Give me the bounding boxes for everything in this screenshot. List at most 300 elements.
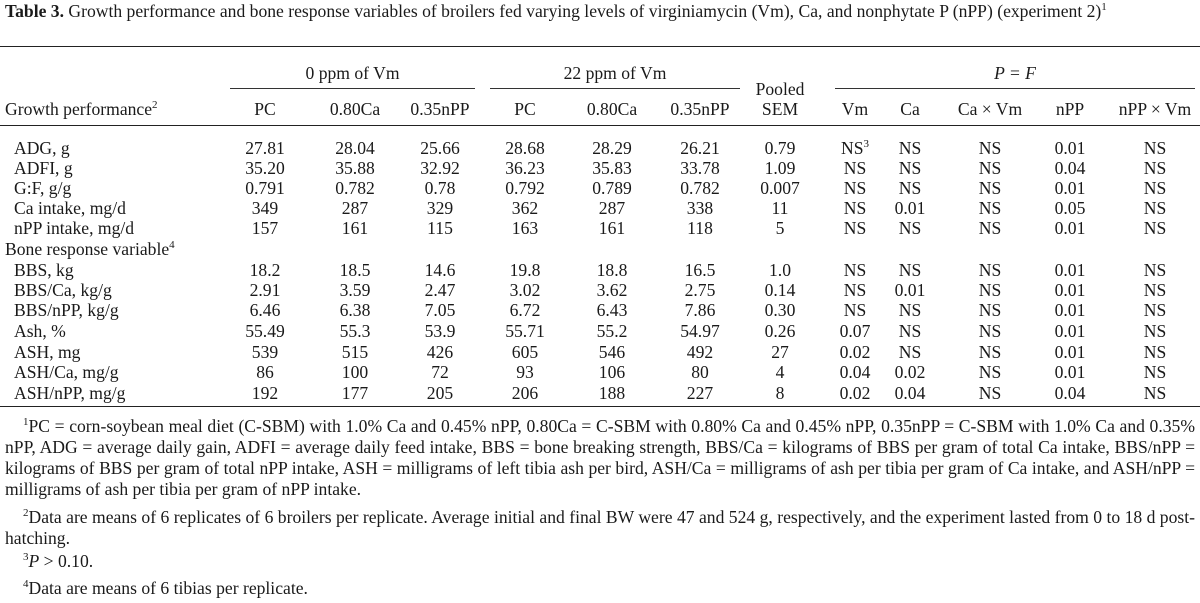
table-cell (660, 158, 740, 178)
table-cell (572, 138, 652, 158)
cell-value: 349 (251, 198, 279, 218)
table-cell (485, 362, 565, 382)
table-cell (870, 260, 950, 280)
first-column-header-text: Growth performance (5, 99, 153, 119)
cell-value: 55.2 (596, 321, 628, 341)
column-header-ca-x-vm: Ca × Vm (957, 99, 1023, 119)
first-column-header-sup: 2 (152, 99, 158, 112)
cell-value: 0.01 (1054, 362, 1086, 382)
cell-value: 0.782 (680, 178, 720, 198)
table-cell (740, 342, 820, 362)
table-cell (1115, 198, 1195, 218)
cell-value: 205 (426, 383, 454, 403)
row-label: BBS/nPP, kg/g (14, 300, 119, 320)
group-header-22ppm: 22 ppm of Vm (563, 63, 667, 83)
cell-value: NS (898, 178, 922, 198)
cell-value: 6.38 (339, 300, 371, 320)
first-column-header (5, 99, 158, 119)
row-label: BBS/Ca, kg/g (14, 280, 112, 300)
table-cell (400, 362, 480, 382)
footnote-4 (5, 578, 1195, 599)
cell-value: 492 (686, 342, 714, 362)
cell-value: NS (978, 198, 1002, 218)
cell-value: 0.01 (894, 198, 926, 218)
table-cell (572, 218, 652, 238)
table-cell (1030, 178, 1110, 198)
table-cell (315, 178, 395, 198)
row-label: BBS, kg (14, 260, 74, 280)
footnote-3-p: P (28, 551, 40, 571)
table-cell (740, 178, 820, 198)
table-cell (1115, 342, 1195, 362)
table-cell (225, 138, 305, 158)
table-cell (485, 178, 565, 198)
row-label: G:F, g/g (14, 178, 72, 198)
table-cell (870, 342, 950, 362)
column-header-vm: Vm (841, 99, 869, 119)
table-cell (315, 342, 395, 362)
table-cell (225, 178, 305, 198)
footnote-2-text: Data are means of 6 replicates of 6 broilers per replicate. Average initial and final BW were 47 and 524 g, respectively, and the experiment lasted from 0 to 18 d post-hatching. (5, 507, 1195, 548)
cell-value: NS (841, 138, 864, 158)
table-cell (870, 218, 950, 238)
table-cell (572, 362, 652, 382)
table-cell (1030, 198, 1110, 218)
table-cell (225, 362, 305, 382)
cell-value: 54.97 (680, 321, 720, 341)
table-cell (1030, 362, 1110, 382)
cell-value: 14.6 (424, 260, 456, 280)
table-cell (1030, 300, 1110, 320)
cell-value: 26.21 (680, 138, 720, 158)
cell-value: 0.02 (839, 383, 871, 403)
cell-value: 118 (687, 218, 713, 238)
cell-value: NS (898, 158, 922, 178)
cell-value: NS (843, 158, 867, 178)
table-cell (400, 158, 480, 178)
table-label: Table 3. (5, 1, 64, 21)
table-cell (485, 218, 565, 238)
pf-underline (835, 88, 1195, 89)
cell-value: 3.62 (596, 280, 628, 300)
cell-value: NS (1143, 321, 1167, 341)
table-cell (572, 178, 652, 198)
cell-value: 192 (251, 383, 279, 403)
row-label: ADG, g (14, 138, 70, 158)
table-cell (870, 280, 950, 300)
table-cell (1115, 383, 1195, 403)
row-label: ASH/nPP, mg/g (14, 383, 126, 403)
cell-value: 86 (256, 362, 274, 382)
cell-value: 329 (426, 198, 454, 218)
cell-value: 206 (511, 383, 539, 403)
table-cell (225, 321, 305, 341)
cell-value: 0.04 (1054, 158, 1086, 178)
cell-value: NS (978, 138, 1002, 158)
table-cell (660, 280, 740, 300)
column-header-080ca-22ppm: 0.80Ca (586, 99, 638, 119)
table-cell (660, 383, 740, 403)
footnote-3 (5, 551, 1195, 572)
table-cell (485, 321, 565, 341)
table-cell (660, 300, 740, 320)
cell-value: 287 (598, 198, 626, 218)
table-cell (740, 300, 820, 320)
cell-value: 0.14 (764, 280, 796, 300)
table-cell (950, 362, 1030, 382)
cell-value: NS (978, 260, 1002, 280)
group-underline-0ppm (230, 88, 475, 89)
footnote-1 (5, 416, 1195, 500)
cell-value: 287 (341, 198, 369, 218)
cell-value: 0.01 (1054, 342, 1086, 362)
cell-value: NS (978, 280, 1002, 300)
cell-value: NS (1143, 342, 1167, 362)
row-label: Ca intake, mg/d (14, 198, 126, 218)
cell-value: NS (843, 280, 867, 300)
table-cell (1115, 218, 1195, 238)
cell-value: 55.3 (339, 321, 371, 341)
cell-value: 0.02 (894, 362, 926, 382)
table-cell (485, 383, 565, 403)
footnote-1-mark: 1 (23, 416, 29, 429)
footnote-2 (5, 507, 1195, 549)
cell-value: 80 (691, 362, 709, 382)
cell-value: NS (978, 158, 1002, 178)
caption-footnote-mark: 1 (1101, 1, 1107, 14)
cell-value: 177 (341, 383, 369, 403)
table-cell (950, 198, 1030, 218)
table-cell (660, 218, 740, 238)
column-header-npp-x-vm: nPP × Vm (1118, 99, 1192, 119)
cell-value: NS (843, 300, 867, 320)
table-title: Growth performance and bone response variables of broilers fed varying levels of virginiamycin (Vm), Ca, and nonphytate P (nPP) (experiment 2) (68, 1, 1102, 21)
cell-value: 0.01 (894, 280, 926, 300)
table-cell (315, 280, 395, 300)
table-cell (400, 342, 480, 362)
table-cell (572, 280, 652, 300)
cell-value: 157 (251, 218, 279, 238)
table-cell (950, 158, 1030, 178)
cell-value: NS (898, 260, 922, 280)
table-cell (870, 300, 950, 320)
table-cell (315, 321, 395, 341)
table-cell (1030, 158, 1110, 178)
row-label: ASH, mg (14, 342, 81, 362)
cell-value: 0.26 (764, 321, 796, 341)
table-cell (315, 138, 395, 158)
table-cell (1030, 280, 1110, 300)
cell-value: NS (978, 178, 1002, 198)
table-cell (1030, 383, 1110, 403)
cell-value: 6.43 (596, 300, 628, 320)
table-cell (1115, 138, 1195, 158)
cell-value: NS (843, 198, 867, 218)
cell-value: 19.8 (509, 260, 541, 280)
table-cell (870, 383, 950, 403)
cell-value: 163 (511, 218, 539, 238)
table-cell (485, 300, 565, 320)
cell-value: NS (1143, 178, 1167, 198)
table-cell (950, 383, 1030, 403)
table-cell (950, 218, 1030, 238)
table-cell (400, 321, 480, 341)
cell-value: 188 (598, 383, 626, 403)
table-cell (660, 321, 740, 341)
top-rule (0, 46, 1200, 47)
column-header-080ca-0ppm: 0.80Ca (329, 99, 381, 119)
footnote-4-text: Data are means of 6 tibias per replicate. (28, 578, 308, 598)
cell-value: NS (978, 342, 1002, 362)
table-cell (485, 260, 565, 280)
table-cell (1115, 362, 1195, 382)
cell-value: NS (978, 218, 1002, 238)
row-label: ADFI, g (14, 158, 73, 178)
table-cell (950, 178, 1030, 198)
pooled-header-line1: Pooled (755, 79, 805, 99)
cell-value: 18.2 (249, 260, 281, 280)
pf-header: P = F (994, 63, 1036, 83)
cell-value: NS (1143, 260, 1167, 280)
cell-value: NS (1143, 383, 1167, 403)
cell-value: 0.01 (1054, 218, 1086, 238)
table-cell (225, 342, 305, 362)
footnote-3-mark: 3 (23, 551, 29, 564)
cell-value: 0.791 (245, 178, 285, 198)
table-cell (1115, 260, 1195, 280)
cell-value: NS (898, 300, 922, 320)
cell-value: 0.01 (1054, 178, 1086, 198)
cell-value: NS (978, 383, 1002, 403)
cell-value: NS (843, 218, 867, 238)
column-header-npp: nPP (1055, 99, 1085, 119)
table-cell (950, 321, 1030, 341)
table-cell (400, 138, 480, 158)
table-cell (1115, 321, 1195, 341)
table-cell (572, 300, 652, 320)
cell-value: 7.05 (424, 300, 456, 320)
section-bone-label: Bone response variable (5, 239, 170, 259)
footnote-2-mark: 2 (23, 507, 29, 520)
cell-value: 0.05 (1054, 198, 1086, 218)
cell-value: 338 (686, 198, 714, 218)
cell-value: 605 (511, 342, 539, 362)
cell-value: 115 (427, 218, 453, 238)
table-cell (740, 321, 820, 341)
cell-value: 36.23 (505, 158, 545, 178)
table-cell (400, 198, 480, 218)
cell-value: 55.71 (505, 321, 545, 341)
table-cell (400, 280, 480, 300)
cell-value: 106 (598, 362, 626, 382)
cell-value: 28.68 (505, 138, 545, 158)
table-cell (572, 260, 652, 280)
cell-value: 0.04 (1054, 383, 1086, 403)
cell-value: NS (898, 342, 922, 362)
cell-value: 161 (341, 218, 369, 238)
table-cell (225, 383, 305, 403)
table-cell (870, 321, 950, 341)
cell-value: 546 (598, 342, 626, 362)
table-cell (225, 198, 305, 218)
footnote-1-text: PC = corn-soybean meal diet (C-SBM) with 1.0% Ca and 0.45% nPP, 0.80Ca = C-SBM with 0.80% Ca and 0.45% nPP, 0.35nPP = C-SBM with 1.0% Ca and 0.35% nPP, ADG = average daily gain, ADFI = average daily feed intake, BBS = bone breaking strength, BBS/Ca = kilograms of BBS per gram of total Ca intake, BBS/nPP = kilograms of BBS per gram of total nPP intake, ASH = milligrams of left tibia ash per bird, ASH/Ca = milligrams of ash per tibia per gram of Ca intake, and ASH/nPP = milligrams of ash per tibia per gram of nPP intake. (5, 416, 1195, 499)
table-cell (485, 198, 565, 218)
cell-value: 35.20 (245, 158, 285, 178)
table-cell (950, 280, 1030, 300)
table-cell (315, 158, 395, 178)
section-bone-header (5, 239, 175, 259)
table-cell (1115, 158, 1195, 178)
table-cell (400, 260, 480, 280)
cell-value: 6.46 (249, 300, 281, 320)
cell-value: 3.59 (339, 280, 371, 300)
table-cell (660, 342, 740, 362)
cell-value: 0.78 (424, 178, 456, 198)
cell-value: 16.5 (684, 260, 716, 280)
cell-value: 18.5 (339, 260, 371, 280)
cell-value: 27.81 (245, 138, 285, 158)
cell-value: 4 (775, 362, 785, 382)
cell-value: 28.29 (592, 138, 632, 158)
cell-value: 0.02 (839, 342, 871, 362)
cell-value: 8 (775, 383, 785, 403)
cell-value: 28.04 (335, 138, 375, 158)
bottom-rule (0, 406, 1200, 407)
cell-value: 93 (516, 362, 534, 382)
table-cell (572, 158, 652, 178)
table-cell (315, 198, 395, 218)
table-cell (572, 383, 652, 403)
cell-value: 0.01 (1054, 321, 1086, 341)
cell-value: 515 (341, 342, 369, 362)
table-cell (572, 198, 652, 218)
cell-value: 2.91 (249, 280, 281, 300)
table-cell (572, 342, 652, 362)
cell-value: 539 (251, 342, 279, 362)
table-cell (740, 198, 820, 218)
table-cell (1115, 280, 1195, 300)
cell-value: 25.66 (420, 138, 460, 158)
cell-footnote-mark: 3 (863, 138, 869, 151)
row-label: Ash, % (14, 321, 66, 341)
table-cell (870, 178, 950, 198)
cell-value: 1.0 (769, 260, 791, 280)
table-cell (740, 383, 820, 403)
table-cell (1030, 342, 1110, 362)
table-cell (485, 280, 565, 300)
cell-value: 0.007 (760, 178, 800, 198)
cell-value: NS (898, 321, 922, 341)
table-cell (1030, 218, 1110, 238)
cell-value: 5 (775, 218, 785, 238)
table-cell (225, 158, 305, 178)
table-cell (740, 280, 820, 300)
table-cell (315, 383, 395, 403)
cell-value: NS (843, 178, 867, 198)
table-cell (225, 218, 305, 238)
column-header-ca: Ca (900, 99, 920, 119)
cell-value: 35.88 (335, 158, 375, 178)
cell-value: NS (1143, 300, 1167, 320)
cell-value: 2.47 (424, 280, 456, 300)
cell-value: 18.8 (596, 260, 628, 280)
table-cell (950, 342, 1030, 362)
table-cell (870, 198, 950, 218)
table-cell (225, 300, 305, 320)
table-cell (870, 362, 950, 382)
cell-value: 6.72 (509, 300, 541, 320)
cell-value: 0.07 (839, 321, 871, 341)
cell-value: 426 (426, 342, 454, 362)
table-cell (1115, 178, 1195, 198)
table-cell (315, 362, 395, 382)
pooled-header-line2: SEM (761, 99, 799, 119)
cell-value: NS (1143, 362, 1167, 382)
cell-value: 0.01 (1054, 300, 1086, 320)
table-cell (485, 138, 565, 158)
table-cell (950, 138, 1030, 158)
footnote-4-mark: 4 (23, 578, 29, 591)
footnote-3-text: > 0.10. (39, 551, 94, 571)
table-cell (660, 178, 740, 198)
cell-value: 0.782 (335, 178, 375, 198)
cell-value: 11 (771, 198, 789, 218)
cell-value: 53.9 (424, 321, 456, 341)
table-cell (660, 362, 740, 382)
table-cell (1115, 300, 1195, 320)
table-cell (1030, 138, 1110, 158)
column-header-035npp-22ppm: 0.35nPP (670, 99, 730, 119)
cell-value: 100 (341, 362, 369, 382)
table-cell (950, 260, 1030, 280)
table-cell (950, 300, 1030, 320)
cell-value: 0.01 (1054, 280, 1086, 300)
cell-value: 0.30 (764, 300, 796, 320)
cell-value: 3.02 (509, 280, 541, 300)
table-cell (1030, 321, 1110, 341)
cell-value: 27 (771, 342, 789, 362)
table-cell (740, 260, 820, 280)
table-cell (740, 158, 820, 178)
header-rule (0, 125, 1200, 126)
cell-value: NS (978, 300, 1002, 320)
table-cell (315, 260, 395, 280)
table-cell (225, 280, 305, 300)
cell-value: NS (898, 218, 922, 238)
table-cell (485, 342, 565, 362)
table-cell (400, 178, 480, 198)
section-bone-sup: 4 (169, 239, 175, 252)
cell-value: 0.01 (1054, 138, 1086, 158)
table-cell (660, 198, 740, 218)
table-cell (660, 260, 740, 280)
table-cell (225, 260, 305, 280)
row-label: nPP intake, mg/d (14, 218, 135, 238)
cell-value: NS (978, 321, 1002, 341)
group-underline-22ppm (490, 88, 740, 89)
table-cell (740, 362, 820, 382)
table-cell (572, 321, 652, 341)
table-cell (400, 300, 480, 320)
cell-value: NS (898, 138, 922, 158)
cell-value: 0.04 (839, 362, 871, 382)
table-cell (315, 218, 395, 238)
cell-value: NS (1143, 138, 1167, 158)
cell-value: NS (1143, 280, 1167, 300)
cell-value: NS (1143, 198, 1167, 218)
cell-value: 362 (511, 198, 539, 218)
cell-value: 0.792 (505, 178, 545, 198)
